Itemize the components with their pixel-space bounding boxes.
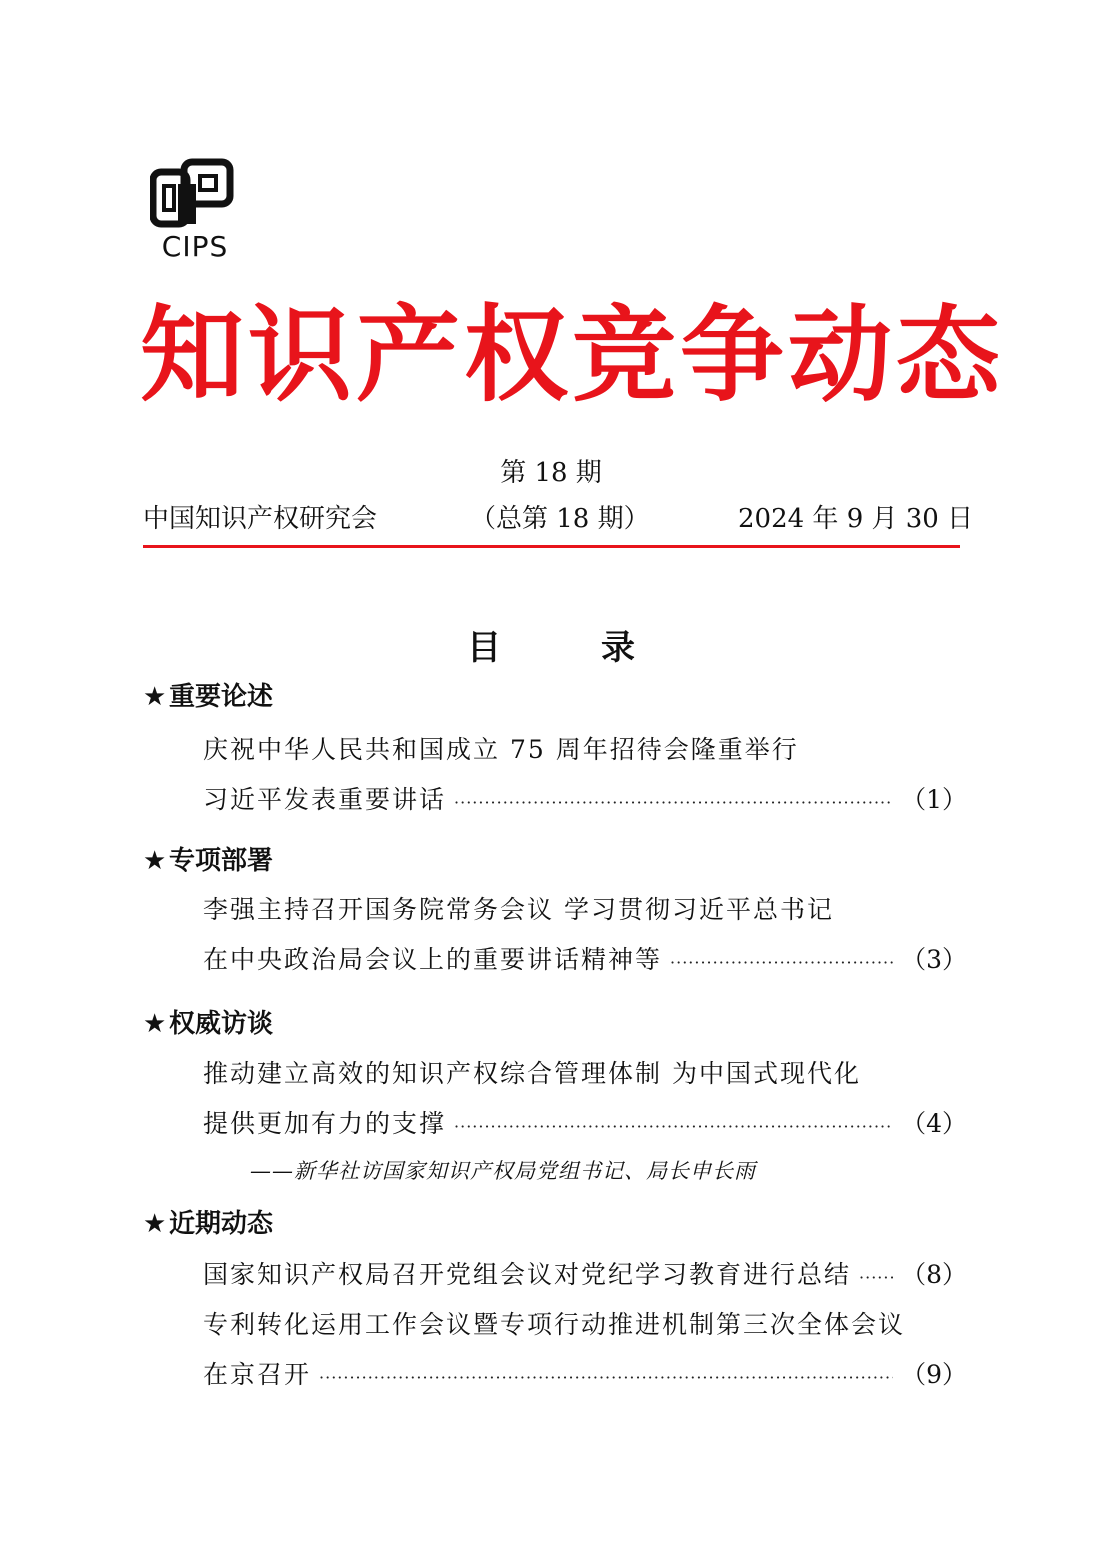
page-number: （1）	[901, 785, 967, 814]
section-heading	[143, 1003, 273, 1040]
toc-entry-line[interactable]	[203, 1355, 967, 1391]
page-number: （4）	[901, 1109, 967, 1138]
section-title: 近期动态	[169, 1209, 274, 1239]
dot-leader	[454, 793, 893, 812]
toc-entry-line[interactable]	[203, 1104, 967, 1140]
toc-entry-text: 在中央政治局会议上的重要讲话精神等	[203, 945, 663, 974]
dot-leader	[454, 1117, 893, 1136]
toc-entry-line[interactable]: 专利转化运用工作会议暨专项行动推进机制第三次全体会议	[203, 1310, 906, 1339]
issue-number: 第 18 期	[500, 458, 602, 488]
toc-entry-line[interactable]	[203, 780, 967, 816]
toc-entry-line[interactable]	[203, 940, 967, 976]
dot-leader	[859, 1268, 893, 1287]
section-title: 权威访谈	[169, 1009, 274, 1039]
toc-byline: ——新华社访国家知识产权局党组书记、局长申长雨	[250, 1159, 756, 1183]
dot-leader	[319, 1368, 893, 1387]
toc-entry-text: 国家知识产权局召开党组会议对党纪学习教育进行总结	[203, 1260, 852, 1289]
header-divider	[143, 545, 960, 548]
toc-entry-text: 习近平发表重要讲话	[203, 785, 447, 814]
star-icon: ★	[143, 1209, 167, 1239]
star-icon: ★	[143, 1009, 167, 1039]
section-title: 专项部署	[169, 846, 274, 876]
page-number: （3）	[901, 945, 967, 974]
section-heading	[143, 676, 273, 713]
toc-entry-line[interactable]: 推动建立高效的知识产权综合管理体制 为中国式现代化	[203, 1059, 861, 1088]
masthead-title: 知识产权竞争动态	[140, 293, 1005, 416]
dot-leader	[670, 953, 893, 972]
section-title: 重要论述	[169, 682, 274, 712]
page-number: （9）	[901, 1360, 967, 1389]
toc-entry-line[interactable]: 庆祝中华人民共和国成立 75 周年招待会隆重举行	[203, 735, 799, 764]
toc-entry-line[interactable]	[203, 1255, 967, 1291]
section-heading	[143, 1203, 273, 1240]
star-icon: ★	[143, 682, 167, 712]
cips-logo-text: CIPS	[161, 230, 229, 263]
toc-entry-text: 提供更加有力的支撑	[203, 1109, 447, 1138]
publisher: 中国知识产权研究会	[143, 504, 378, 534]
toc-entry-line[interactable]: 李强主持召开国务院常务会议 学习贯彻习近平总书记	[203, 895, 834, 924]
issue-date: 2024 年 9 月 30 日	[738, 504, 974, 534]
issue-total: （总第 18 期）	[470, 504, 650, 534]
toc-entry-text: 在京召开	[203, 1360, 312, 1389]
toc-title: 目录	[467, 628, 735, 668]
page-number: （8）	[901, 1260, 967, 1289]
star-icon: ★	[143, 846, 167, 876]
cips-logo-mark	[150, 158, 240, 230]
section-heading	[143, 840, 273, 877]
